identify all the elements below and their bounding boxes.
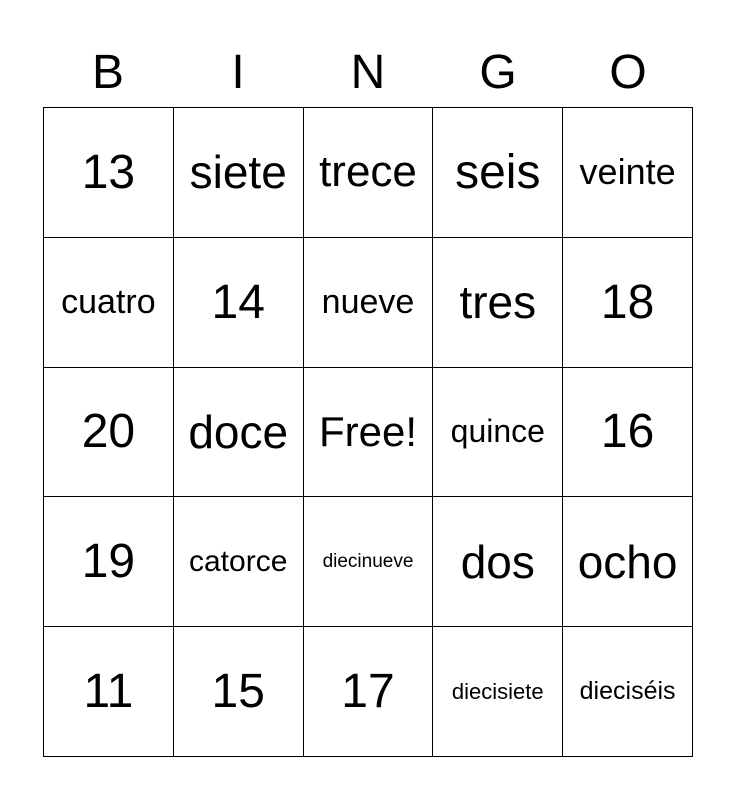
bingo-header [43, 40, 693, 106]
bingo-cell[interactable]: diecinueve [304, 497, 434, 627]
bingo-cell[interactable]: dieciséis [563, 627, 693, 757]
bingo-cell[interactable]: Free! [304, 368, 434, 498]
bingo-grid [43, 107, 693, 757]
bingo-cell[interactable]: siete [174, 108, 304, 238]
header-letter-o: O [609, 46, 647, 99]
bingo-cell[interactable]: 20 [44, 368, 174, 498]
bingo-cell[interactable]: 11 [44, 627, 174, 757]
bingo-cell[interactable]: veinte [563, 108, 693, 238]
bingo-cell[interactable]: catorce [174, 497, 304, 627]
bingo-cell[interactable]: 14 [174, 238, 304, 368]
bingo-cell[interactable]: cuatro [44, 238, 174, 368]
bingo-cell[interactable]: diecisiete [433, 627, 563, 757]
bingo-cell[interactable]: quince [433, 368, 563, 498]
bingo-cell[interactable]: trece [304, 108, 434, 238]
bingo-cell[interactable]: 13 [44, 108, 174, 238]
bingo-cell[interactable]: 18 [563, 238, 693, 368]
header-letter-g: G [479, 46, 517, 99]
bingo-cell[interactable]: nueve [304, 238, 434, 368]
bingo-cell[interactable]: dos [433, 497, 563, 627]
bingo-cell[interactable]: 16 [563, 368, 693, 498]
bingo-cell[interactable]: ocho [563, 497, 693, 627]
bingo-cell[interactable]: 19 [44, 497, 174, 627]
bingo-cell[interactable]: seis [433, 108, 563, 238]
bingo-cell[interactable]: 17 [304, 627, 434, 757]
header-letter-n: N [350, 46, 386, 99]
bingo-cell[interactable]: doce [174, 368, 304, 498]
bingo-cell[interactable]: 15 [174, 627, 304, 757]
header-letter-b: B [91, 46, 124, 99]
header-letter-i: I [231, 46, 245, 99]
bingo-cell[interactable]: tres [433, 238, 563, 368]
